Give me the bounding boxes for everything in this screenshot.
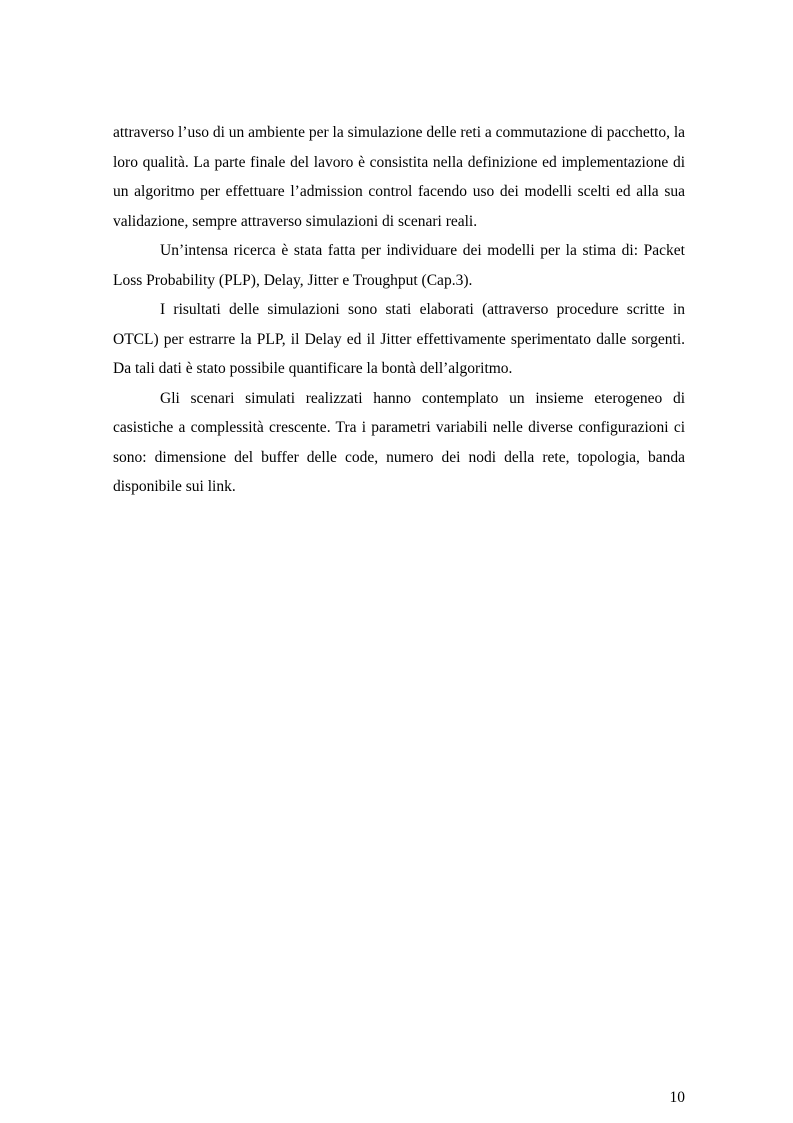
text-line: Gli scenari simulati realizzati hanno contemplato un insieme eterogeneo di <box>160 389 685 407</box>
paragraph-results <box>113 295 685 384</box>
text-line: in OTCL) per estrarre la PLP, il Delay ed il Jitter effettivamente sperimentato <box>113 301 686 348</box>
text-line: scenari reali. <box>397 212 478 230</box>
page-body <box>113 118 685 502</box>
paragraph-research <box>113 236 685 295</box>
text-line: ed implementazione di un algoritmo per effettuare l’admission control facendo <box>113 153 685 200</box>
text-line: pacchetto, la loro qualità. La parte finale del lavoro è consistita nella definizione <box>113 124 686 171</box>
text-line: Packet Loss Probability (PLP), Delay, Jitter e Troughput (Cap.3). <box>113 242 685 289</box>
text-line: I risultati delle simulazioni sono stati elaborati (attraverso procedure scritte <box>160 301 665 318</box>
text-line: attraverso l’uso di un ambiente per la simulazione delle reti a commutazione di <box>113 124 603 141</box>
page-number: 10 <box>669 1089 685 1106</box>
text-line: rete, topologia, banda disponibile sui link. <box>113 448 685 495</box>
text-line: casistiche a complessità crescente. Tra i parametri variabili nelle diverse <box>113 419 573 436</box>
text-line: uso dei modelli scelti ed alla sua validazione, sempre attraverso simulazioni di <box>113 183 686 230</box>
paragraph-scenarios <box>113 384 685 502</box>
text-line: dalle sorgenti. Da tali dati è stato possibile quantificare la bontà dell’algoritmo. <box>113 330 686 377</box>
text-line: Un’intensa ricerca è stata fatta per individuare dei modelli per la stima di: <box>160 242 639 259</box>
paragraph-continuation <box>113 118 685 236</box>
text-line: configurazioni ci sono: dimensione del buffer delle code, numero dei nodi della <box>113 419 685 466</box>
